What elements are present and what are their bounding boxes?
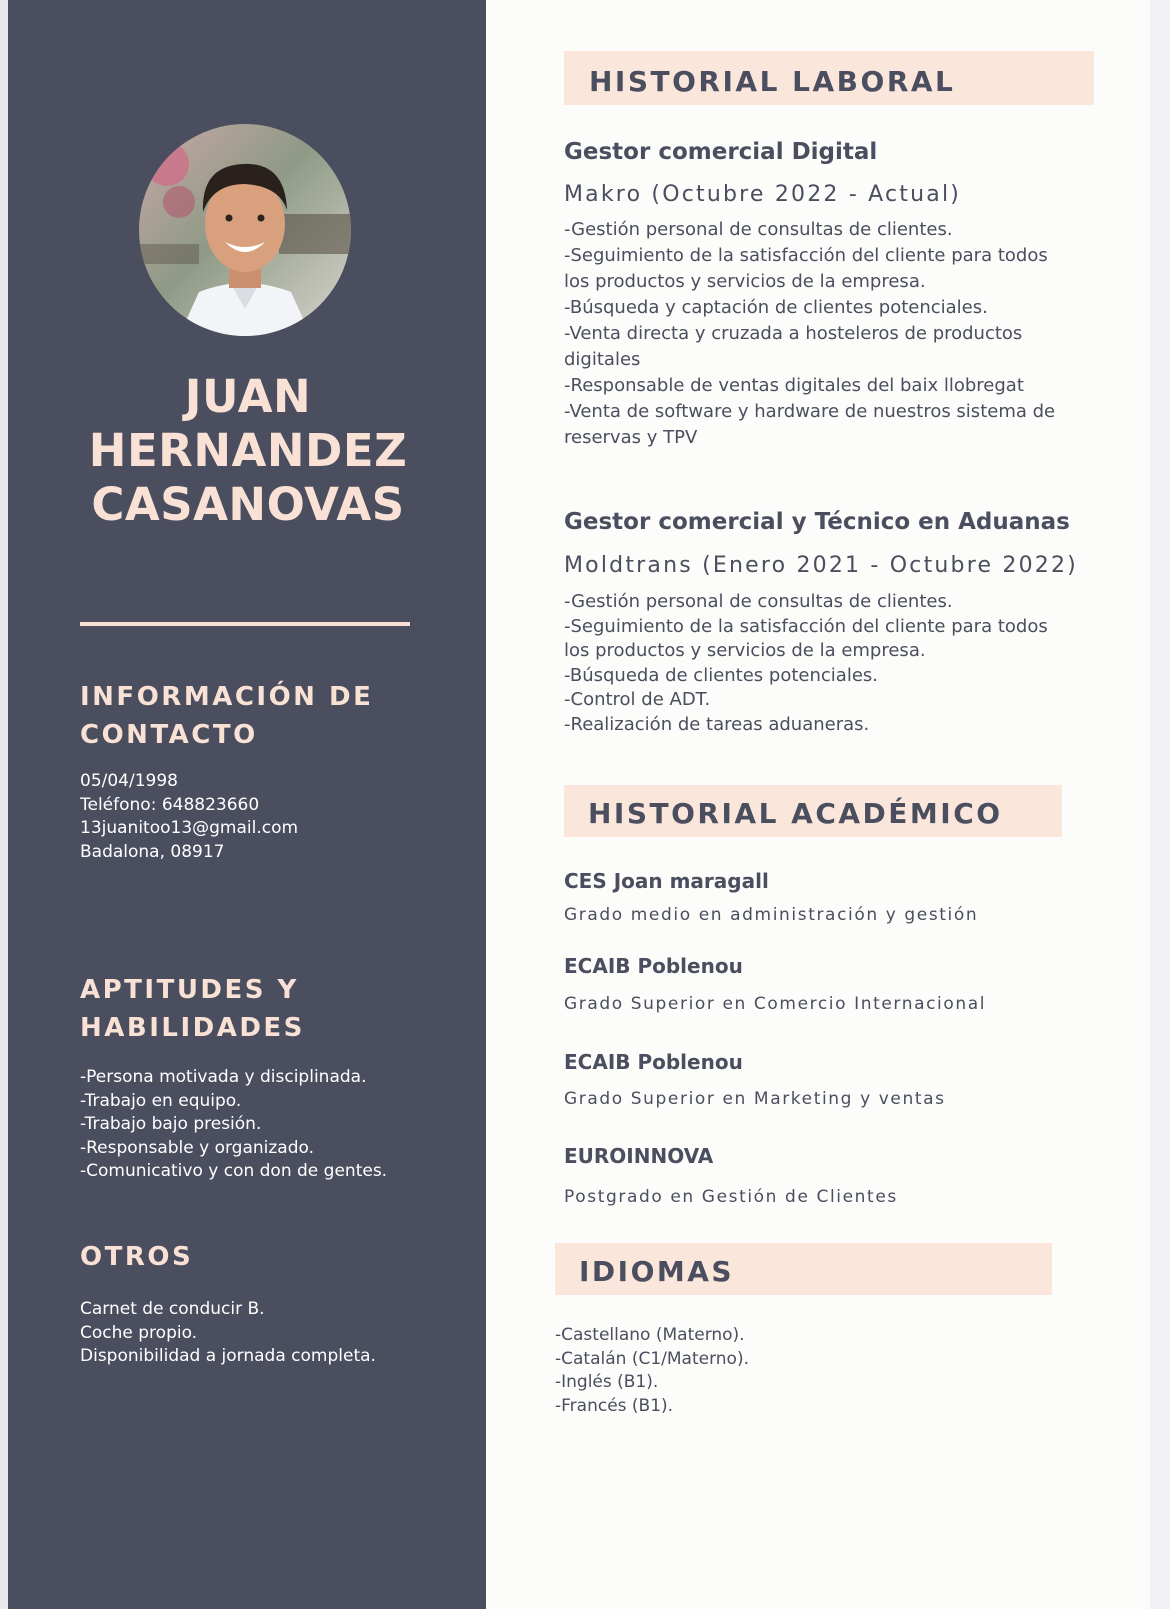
list-item: -Inglés (B1). — [555, 1372, 659, 1392]
skills-list — [80, 1066, 480, 1184]
education-heading: HISTORIAL ACADÉMICO — [588, 797, 1003, 830]
degree-name: Grado medio en administración y gestión — [564, 905, 979, 925]
school-name: ECAIB Poblenou — [564, 954, 743, 978]
list-item: -Responsable y organizado. — [80, 1137, 315, 1158]
work-heading: HISTORIAL LABORAL — [589, 65, 956, 98]
sidebar-divider — [80, 622, 410, 626]
degree-name: Grado Superior en Marketing y ventas — [564, 1089, 946, 1109]
list-item: -Control de ADT. — [564, 689, 711, 710]
skills-heading: APTITUDES Y HABILIDADES — [80, 975, 305, 1043]
list-item: -Búsqueda de clientes potenciales. — [564, 664, 878, 686]
candidate-name — [48, 370, 448, 532]
contact-email: 13juanitoo13@gmail.com — [80, 818, 299, 838]
degree-name: Postgrado en Gestión de Clientes — [564, 1187, 898, 1207]
list-item: -Realización de tareas aduaneras. — [564, 713, 870, 735]
list-item: -Seguimiento de la satisfacción del cliente para todos — [564, 615, 1048, 637]
list-item: -Gestión personal de consultas de clientes. — [564, 219, 953, 240]
list-item: -Seguimiento de la satisfacción del cliente para todos — [564, 245, 1048, 266]
contact-heading: INFORMACIÓN DE CONTACTO — [80, 682, 374, 750]
list-item: Carnet de conducir B. — [80, 1299, 265, 1319]
contact-phone: Teléfono: 648823660 — [80, 794, 260, 815]
list-item: -Persona motivada y disciplinada. — [80, 1067, 367, 1087]
list-item: -Búsqueda y captación de clientes potenciales. — [564, 297, 988, 318]
name-line: JUAN — [184, 370, 312, 423]
contact-location: Badalona, 08917 — [80, 841, 225, 862]
page-edge-left — [0, 0, 8, 1609]
sidebar — [8, 0, 486, 1609]
contact-info — [80, 770, 480, 864]
school-name: CES Joan maragall — [564, 869, 769, 893]
list-item: -Comunicativo y con don de gentes. — [80, 1161, 388, 1181]
list-item: -Responsable de ventas digitales del baix llobregat — [564, 375, 1024, 396]
list-item: Disponibilidad a jornada completa. — [80, 1346, 376, 1366]
job-duties — [564, 590, 1084, 737]
school-name: EUROINNOVA — [564, 1144, 714, 1168]
list-item: los productos y servicios de la empresa. — [564, 640, 926, 661]
degree-name: Grado Superior en Comercio Internacional — [564, 994, 987, 1014]
contact-birthdate: 05/04/1998 — [80, 771, 178, 791]
others-heading: OTROS — [80, 1242, 194, 1272]
list-item: -Francés (B1). — [555, 1395, 674, 1416]
list-item: -Catalán (C1/Materno). — [555, 1348, 749, 1369]
profile-photo-icon — [139, 124, 351, 336]
others-list — [80, 1298, 480, 1369]
list-item: Coche propio. — [80, 1322, 198, 1343]
list-item: -Trabajo en equipo. — [80, 1090, 242, 1111]
name-line: HERNANDEZ — [88, 424, 408, 477]
page-edge-right — [1150, 0, 1170, 1609]
languages-list — [555, 1324, 855, 1418]
list-item: -Venta directa y cruzada a hosteleros de productos — [564, 323, 1023, 344]
list-item: -Trabajo bajo presión. — [80, 1114, 262, 1134]
list-item: los productos y servicios de la empresa. — [564, 271, 926, 292]
job-company: Makro (Octubre 2022 - Actual) — [564, 182, 962, 207]
name-line: CASANOVAS — [91, 478, 405, 531]
list-item: -Castellano (Materno). — [555, 1325, 745, 1345]
list-item: -Gestión personal de consultas de clientes. — [564, 591, 953, 612]
job-title: Gestor comercial Digital — [564, 139, 878, 165]
job-title: Gestor comercial y Técnico en Aduanas — [564, 509, 1070, 535]
job-company: Moldtrans (Enero 2021 - Octubre 2022) — [564, 553, 1078, 578]
list-item: -Venta de software y hardware de nuestros sistema de — [564, 401, 1056, 422]
list-item: digitales — [564, 349, 641, 370]
job-duties — [564, 217, 1084, 451]
main-content — [486, 0, 1150, 1609]
languages-heading: IDIOMAS — [579, 1255, 735, 1288]
school-name: ECAIB Poblenou — [564, 1050, 743, 1074]
list-item: reservas y TPV — [564, 427, 698, 448]
